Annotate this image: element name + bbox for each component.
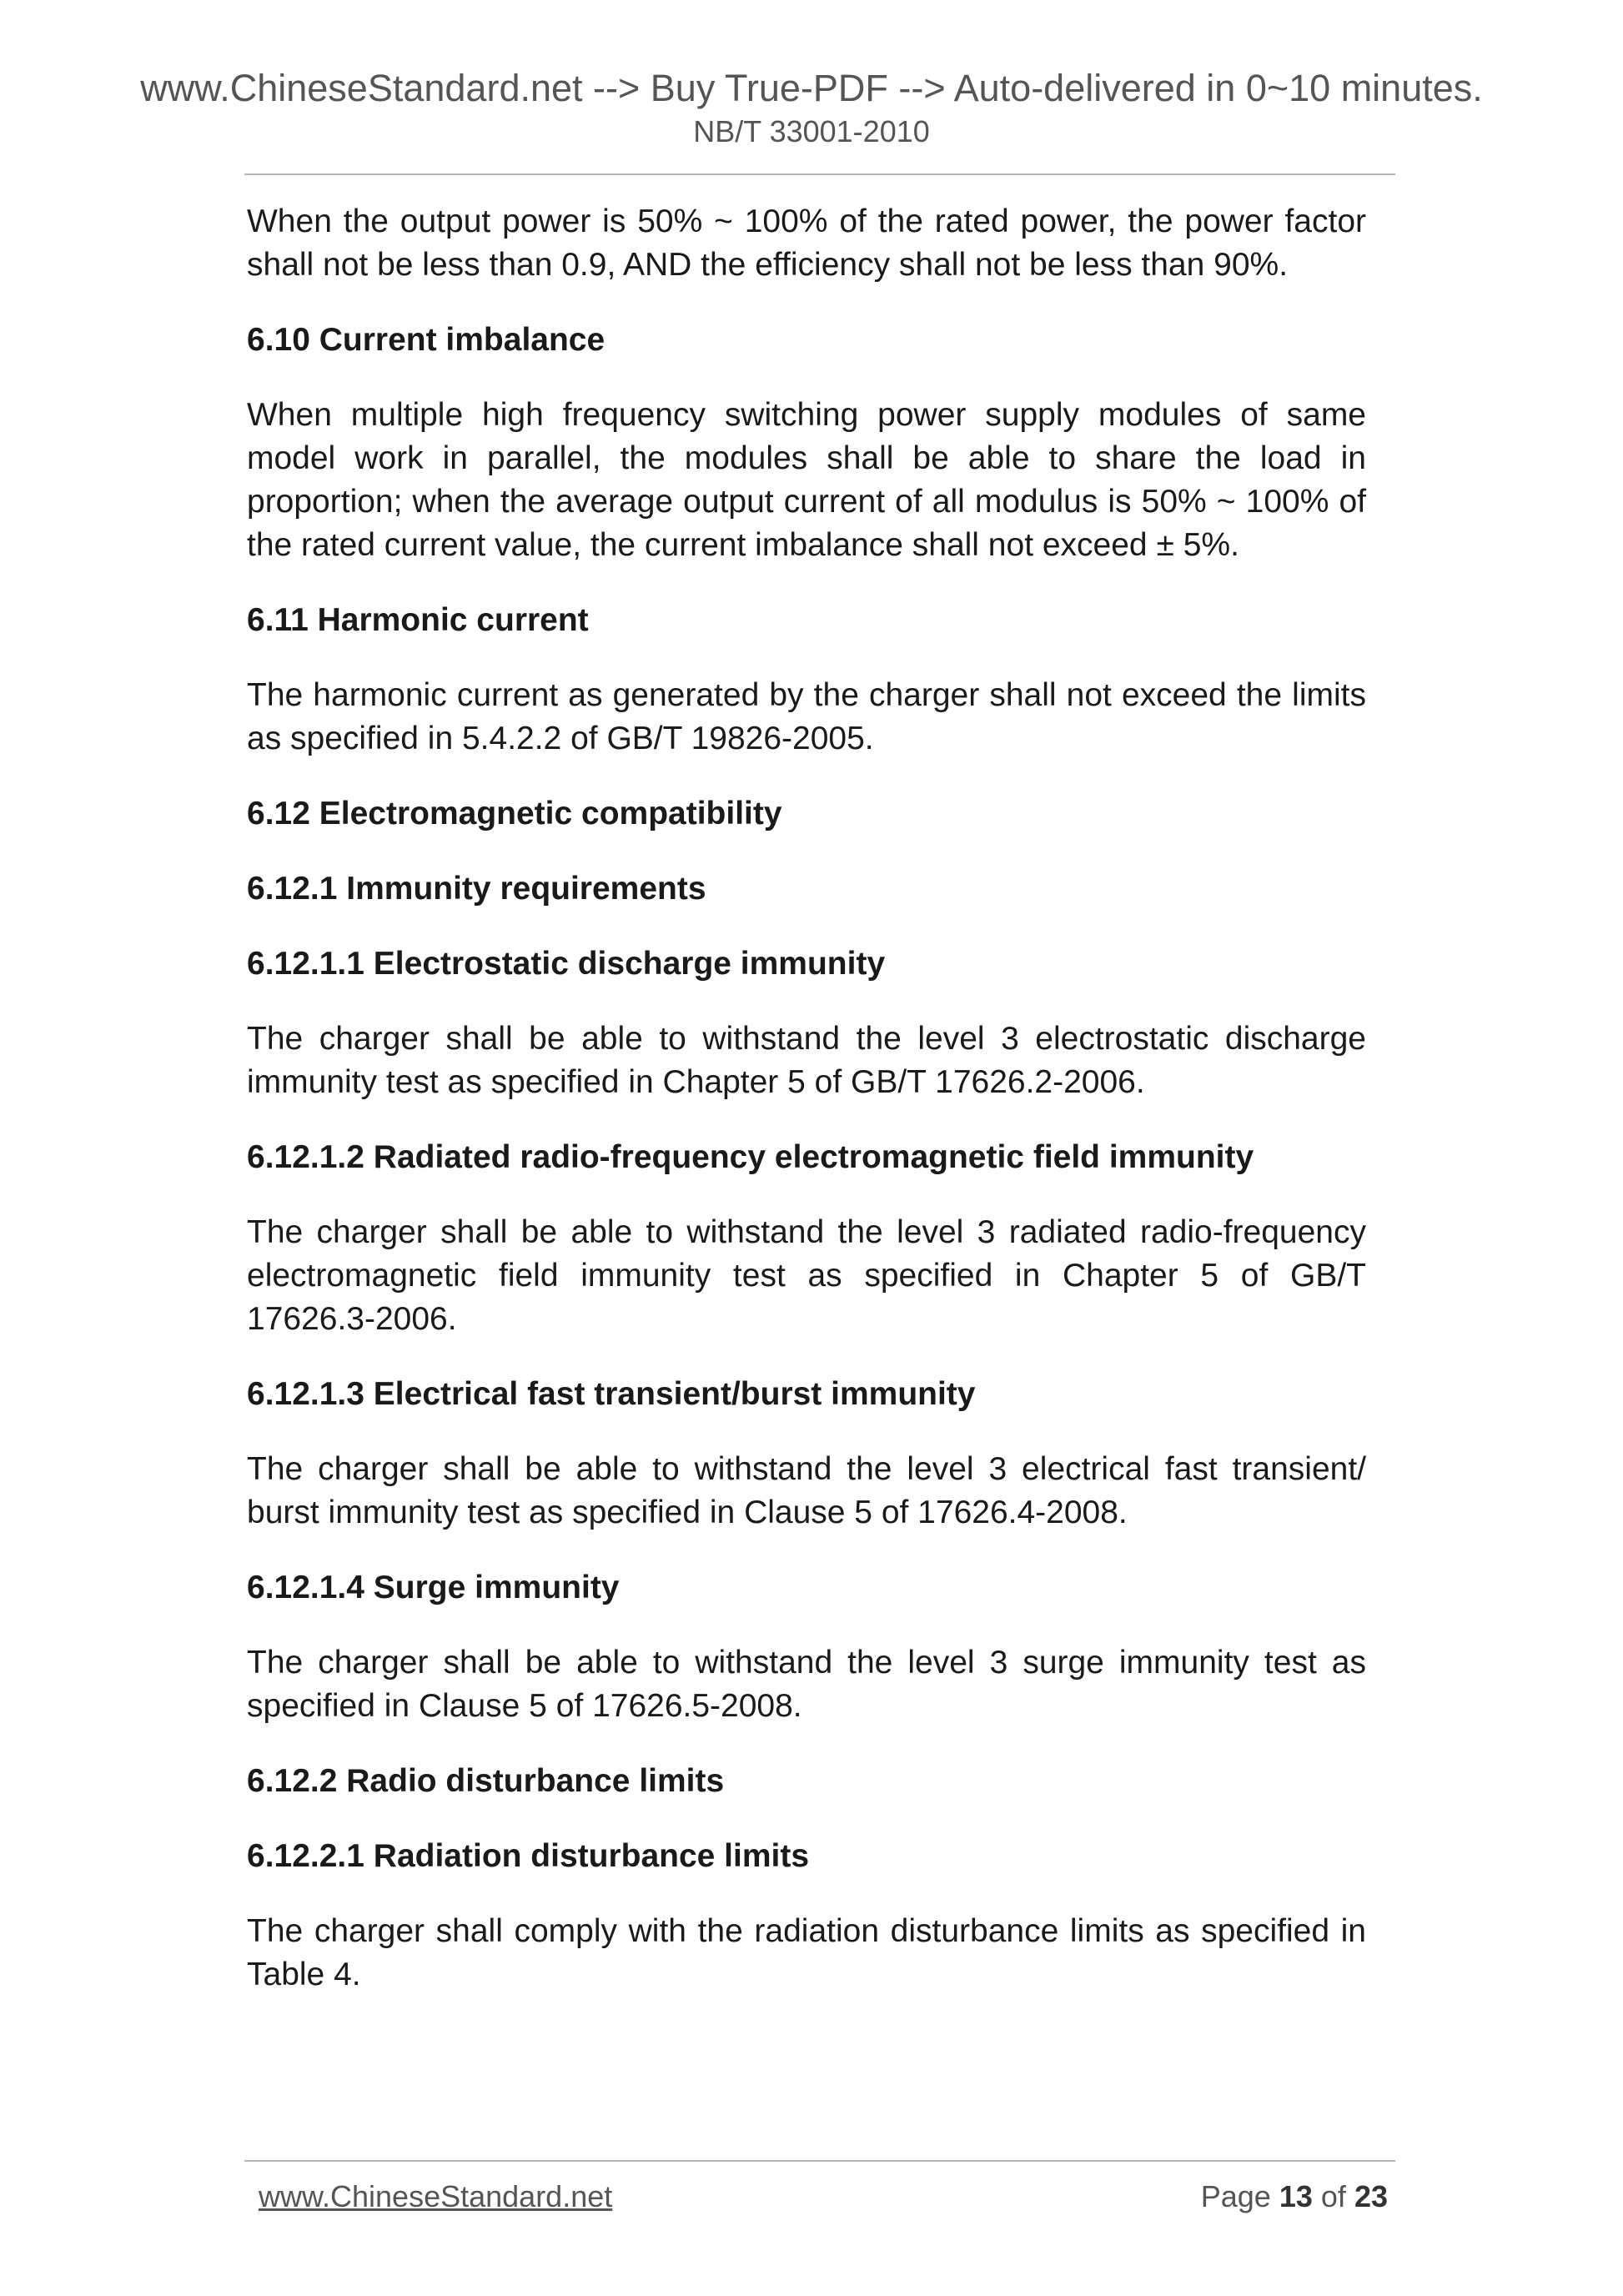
footer-site-link[interactable]: www.ChineseStandard.net [259,2179,613,2213]
page-of: of [1320,2179,1346,2213]
heading-6-12-1-1: 6.12.1.1 Electrostatic discharge immunity [247,946,886,982]
footer-divider [244,2160,1395,2162]
page-total: 23 [1354,2179,1388,2213]
heading-6-12-2-1: 6.12.2.1 Radiation disturbance limits [247,1838,810,1874]
heading-6-12-1-3: 6.12.1.3 Electrical fast transient/burst immunity [247,1376,976,1412]
heading-6-12-2: 6.12.2 Radio disturbance limits [247,1763,725,1799]
header-divider [244,173,1395,175]
heading-6-12-1: 6.12.1 Immunity requirements [247,871,706,907]
header-banner: www.ChineseStandard.net --> Buy True-PDF --> Auto-delivered in 0~10 minutes. [140,67,1483,109]
document-number: NB/T 33001-2010 [693,114,930,148]
paragraph-6-12-2-1: The charger shall comply with the radiation disturbance limits as specified in Table 4. [247,1913,1366,1992]
paragraph-6-12-1-4: The charger shall be able to withstand the level 3 surge immunity test as specified in Clause 5 of 17626.5-2008. [247,1645,1366,1724]
paragraph-6-12-1-3: The charger shall be able to withstand the level 3 electrical fast transient/ burst immunity test as specified in Clause 5 of 17626.4-2008. [247,1451,1366,1530]
paragraph-6-12-1-1: The charger shall be able to withstand the level 3 electrostatic discharge immunity test as specified in Chapter 5 of GB/T 17626.2-2006. [247,1021,1366,1100]
paragraph-intro: When the output power is 50% ~ 100% of the rated power, the power factor shall not be less than 0.9, AND the efficiency shall not be less than 90%. [247,203,1366,283]
heading-6-12: 6.12 Electromagnetic compatibility [247,796,782,831]
page-current: 13 [1279,2179,1313,2213]
heading-6-10: 6.10 Current imbalance [247,322,605,358]
page-word: Page [1200,2179,1271,2213]
heading-6-12-1-4: 6.12.1.4 Surge immunity [247,1570,620,1605]
document-body [247,200,1366,1997]
heading-6-11: 6.11 Harmonic current [247,602,589,638]
paragraph-6-11: The harmonic current as generated by the charger shall not exceed the limits as specified in 5.4.2.2 of GB/T 19826-2005. [247,677,1366,756]
paragraph-6-12-1-2: The charger shall be able to withstand the level 3 radiated radio-frequency electromagnetic field immunity test as specified in Chapter 5 of GB/T 17626.3-2006. [247,1214,1366,1337]
page-indicator [1201,2178,1388,2215]
heading-6-12-1-2: 6.12.1.2 Radiated radio-frequency electromagnetic field immunity [247,1139,1254,1175]
paragraph-6-10: When multiple high frequency switching power supply modules of same model work in parallel, the modules shall be able to share the load in proportion; when the average output current of all modulus is 50% ~ 100% of the rated current value, the current imbalance shall not exceed ± 5%. [247,397,1366,563]
